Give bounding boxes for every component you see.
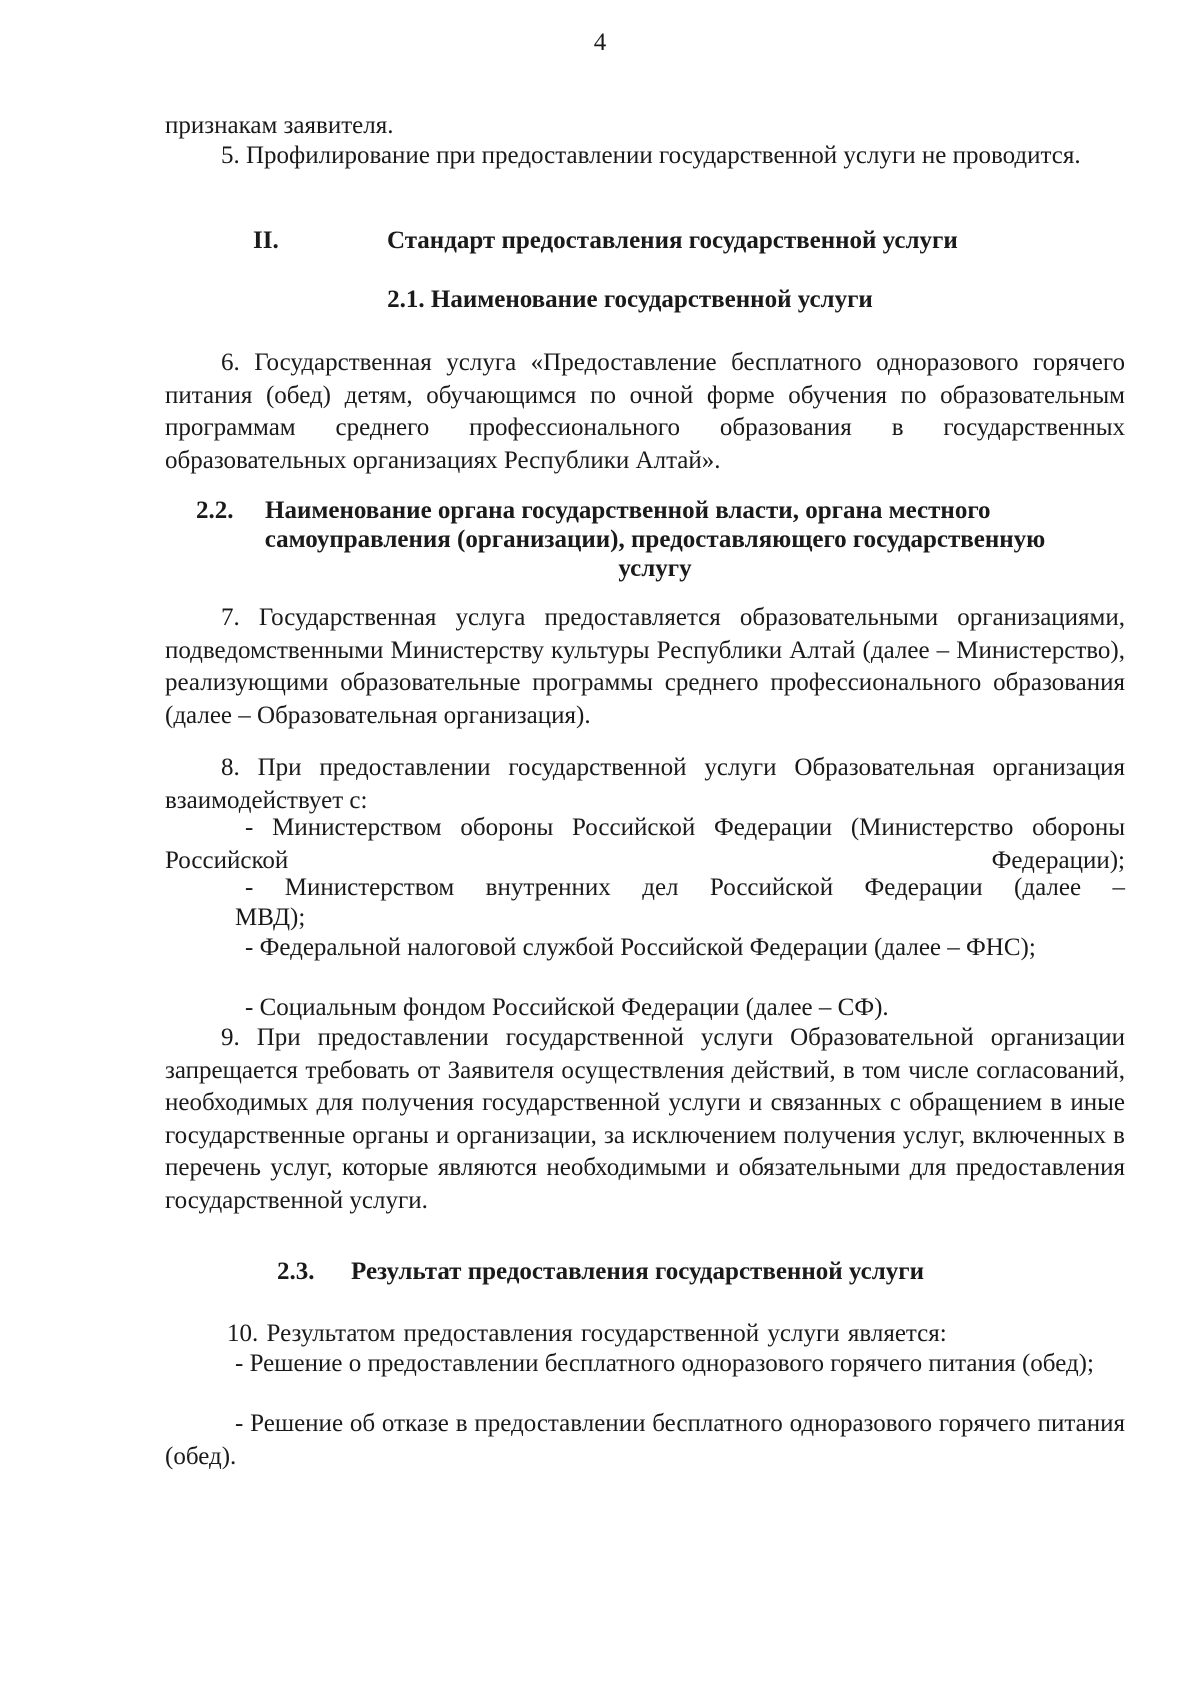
heading-2-2-number: 2.2. — [196, 497, 234, 524]
heading-2-2-line2: самоуправления (организации), предоставляющего государственную — [264, 526, 1046, 553]
heading-2-2-line3: услугу — [618, 555, 692, 582]
paragraph-8-item-2-cont: МВД); — [235, 904, 306, 931]
heading-2-3-title: Результат предоставления государственной услуги — [351, 1258, 924, 1285]
paragraph-intro-tail: признакам заявителя. — [165, 112, 394, 139]
paragraph-10: 10. Результатом предоставления государственной услуги является: — [227, 1320, 947, 1347]
section-2-title: Стандарт предоставления государственной услуги — [387, 227, 958, 254]
section-2-number: II. — [253, 227, 279, 254]
paragraph-7: 7. Государственная услуга предоставляется образовательными организациями, подведомственными Министерству культуры Республики Алтай (далее – Министерство), реализующими образовательные программы среднего профессионального образования (далее – Образовательная организация). — [165, 604, 1125, 729]
paragraph-8: 8. При предоставлении государственной услуги Образовательная организация взаимодействует с: — [165, 754, 1125, 814]
paragraph-10-item-1: - Решение о предоставлении бесплатного одноразового горячего питания (обед); — [235, 1350, 1094, 1377]
paragraph-5: 5. Профилирование при предоставлении государственной услуги не проводится. — [221, 142, 1081, 169]
heading-2-3-number: 2.3. — [277, 1258, 315, 1285]
heading-2-2 — [165, 496, 1125, 583]
paragraph-9: 9. При предоставлении государственной услуги Образовательной организации запрещается требовать от Заявителя осуществления действий, в том числе согласований, необходимых для получения государственной услуги и связанных с обращением в иные государственные органы и организации, за исключением получения услуг, включенных в перечень услуг, которые являются необходимыми и обязательными для предоставления государственной услуги. — [165, 1024, 1125, 1214]
paragraph-8-item-3: - Федеральной налоговой службой Российской Федерации (далее – ФНС); — [245, 934, 1036, 961]
paragraph-8-item-4: - Социальным фондом Российской Федерации (далее – СФ). — [245, 994, 889, 1021]
heading-2-1: 2.1. Наименование государственной услуги — [387, 286, 873, 313]
page-number: 4 — [593, 29, 607, 56]
paragraph-8-item-2: - Министерством внутренних дел Российской Федерации (далее – — [245, 874, 1125, 901]
paragraph-8-item-1: - Министерством обороны Российской Федерации (Министерство обороны Российской Федерации); — [165, 814, 1125, 874]
paragraph-10-item-2: - Решение об отказе в предоставлении бесплатного одноразового горячего питания (обед). — [165, 1410, 1125, 1470]
heading-2-2-line1: Наименование органа государственной власти, органа местного — [265, 497, 991, 524]
paragraph-6: 6. Государственная услуга «Предоставление бесплатного одноразового горячего питания (обед) детям, обучающимся по очной форме обучения по образовательным программам среднего профессионального образования в государственных образовательных организациях Республики Алтай». — [165, 349, 1125, 474]
